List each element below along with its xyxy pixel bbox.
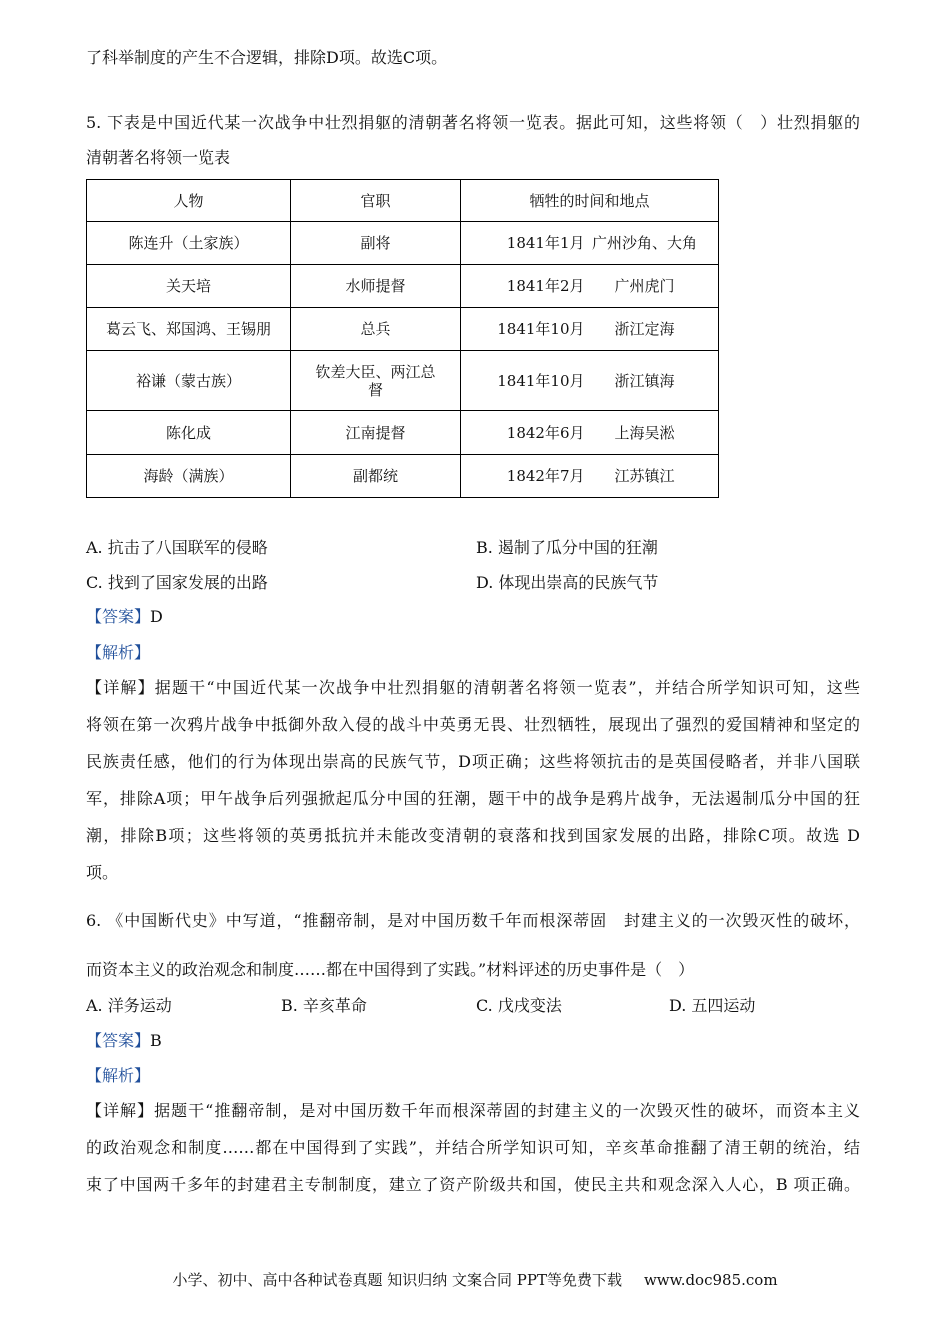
table-row [87, 411, 719, 455]
cell-person: 葛云飞、郑国鸿、王锡朋 [87, 308, 291, 351]
cell-place: 广州虎门 [614, 277, 675, 295]
cell-time: 1841年1月 [506, 234, 585, 252]
q5-detail-line: 项。 [86, 863, 119, 882]
cell-office [291, 351, 461, 411]
cell-office-line2: 督 [367, 380, 383, 399]
cell-time-place [461, 455, 719, 498]
answer-label: 【答案】 [86, 607, 151, 626]
answer-label: 【答案】 [86, 1031, 151, 1050]
cell-office: 总兵 [291, 308, 461, 351]
footer-text: 小学、初中、高中各种试卷真题 知识归纳 文案合同 PPT等免费下载 [172, 1271, 622, 1289]
cell-time: 1842年7月 [506, 467, 585, 485]
cell-place: 广州沙角、大角 [591, 234, 697, 252]
cell-person: 海龄（满族） [87, 455, 291, 498]
q5-detail-line: 【详解】据题干“中国近代某一次战争中壮烈捐躯的清朝著名将领一览表”，并结合所学知识可知，这些 [86, 678, 860, 697]
q6-stem-line2: 而资本主义的政治观念和制度……都在中国得到了实践。”材料评述的历史事件是（ ） [86, 960, 695, 979]
officers-table [86, 179, 719, 498]
table-row [87, 455, 719, 498]
q5-analysis-label: 【解析】 [86, 643, 151, 662]
cell-time-place [461, 411, 719, 455]
q5-detail-line: 军，排除A项；甲午战争后列强掀起瓜分中国的狂潮，题干中的战争是鸦片战争，无法遏制瓜分中国的狂 [86, 789, 860, 808]
answer-value: D [150, 607, 163, 626]
cell-place: 上海吴淞 [614, 423, 675, 442]
q6-stem-line1: 6. 《中国断代史》中写道，“推翻帝制，是对中国历数千年而根深蒂固 封建主义的一次毁灭性的破坏， [86, 911, 860, 930]
header-time-place: 牺牲的时间和地点 [461, 180, 719, 222]
q5-detail-line: 民族责任感，他们的行为体现出崇高的民族气节，D项正确；这些将领抗击的是英国侵略者，并非八国联 [86, 752, 860, 771]
cell-time: 1841年10月 [497, 371, 585, 390]
q6-detail-line: 【详解】据题干“推翻帝制，是对中国历数千年而根深蒂固的封建主义的一次毁灭性的破坏，而资本主义 [86, 1101, 860, 1120]
intro-line: 了科举制度的产生不合逻辑，排除D项。故选C项。 [86, 48, 448, 67]
cell-time: 1841年10月 [497, 320, 585, 338]
q5-option-d: D. 体现出崇高的民族气节 [476, 573, 659, 592]
q6-analysis-label: 【解析】 [86, 1066, 151, 1085]
cell-time-place [461, 308, 719, 351]
table-row [87, 308, 719, 351]
cell-person: 关天培 [87, 265, 291, 308]
cell-place: 浙江镇海 [614, 371, 675, 390]
q5-detail-line: 将领在第一次鸦片战争中抵御外敌入侵的战斗中英勇无畏、壮烈牺牲，展现出了强烈的爱国精神和坚定的 [86, 715, 860, 734]
cell-office: 江南提督 [291, 411, 461, 455]
answer-value: B [150, 1031, 162, 1050]
q5-option-b: B. 遏制了瓜分中国的狂潮 [476, 538, 658, 557]
cell-office: 水师提督 [291, 265, 461, 308]
cell-person: 裕谦（蒙古族） [87, 351, 291, 411]
table-header-row [87, 180, 719, 222]
q5-table-title: 清朝著名将领一览表 [86, 148, 231, 167]
cell-office-line1: 钦差大臣、两江总 [315, 362, 436, 381]
header-office: 官职 [291, 180, 461, 222]
cell-time-place [461, 265, 719, 308]
q6-option-d: D. 五四运动 [669, 996, 756, 1015]
q5-option-a: A. 抗击了八国联军的侵略 [86, 538, 268, 557]
table-row [87, 351, 719, 411]
q6-answer [86, 1030, 162, 1052]
cell-place: 浙江定海 [614, 320, 675, 338]
cell-office: 副将 [291, 222, 461, 265]
q6-detail-line: 的政治观念和制度……都在中国得到了实践”，并结合所学知识可知，辛亥革命推翻了清王朝的统治，结 [86, 1138, 860, 1157]
cell-time: 1841年2月 [506, 277, 585, 295]
cell-person: 陈连升（土家族） [87, 222, 291, 265]
q5-detail-line: 潮，排除B项；这些将领的英勇抵抗并未能改变清朝的衰落和找到国家发展的出路，排除C项。故选 D [86, 826, 860, 845]
cell-person: 陈化成 [87, 411, 291, 455]
header-person: 人物 [87, 180, 291, 222]
q5-option-c: C. 找到了国家发展的出路 [86, 573, 268, 592]
cell-time-place [461, 351, 719, 411]
q5-stem: 5. 下表是中国近代某一次战争中壮烈捐躯的清朝著名将领一览表。据此可知，这些将领（ ）壮烈捐躯的 [86, 113, 860, 132]
q6-option-b: B. 辛亥革命 [281, 996, 367, 1015]
cell-time-place [461, 222, 719, 265]
q6-option-a: A. 洋务运动 [86, 996, 172, 1015]
cell-time: 1842年6月 [506, 423, 585, 442]
page-footer [0, 1269, 950, 1290]
table-row [87, 265, 719, 308]
cell-place: 江苏镇江 [614, 467, 675, 485]
table-row [87, 222, 719, 265]
q5-answer [86, 606, 163, 628]
cell-office: 副都统 [291, 455, 461, 498]
q6-option-c: C. 戊戌变法 [476, 996, 562, 1015]
q6-detail-line: 束了中国两千多年的封建君主专制制度，建立了资产阶级共和国，使民主共和观念深入人心，B 项正确。 [86, 1175, 860, 1194]
footer-url[interactable]: www.doc985.com [643, 1271, 778, 1289]
